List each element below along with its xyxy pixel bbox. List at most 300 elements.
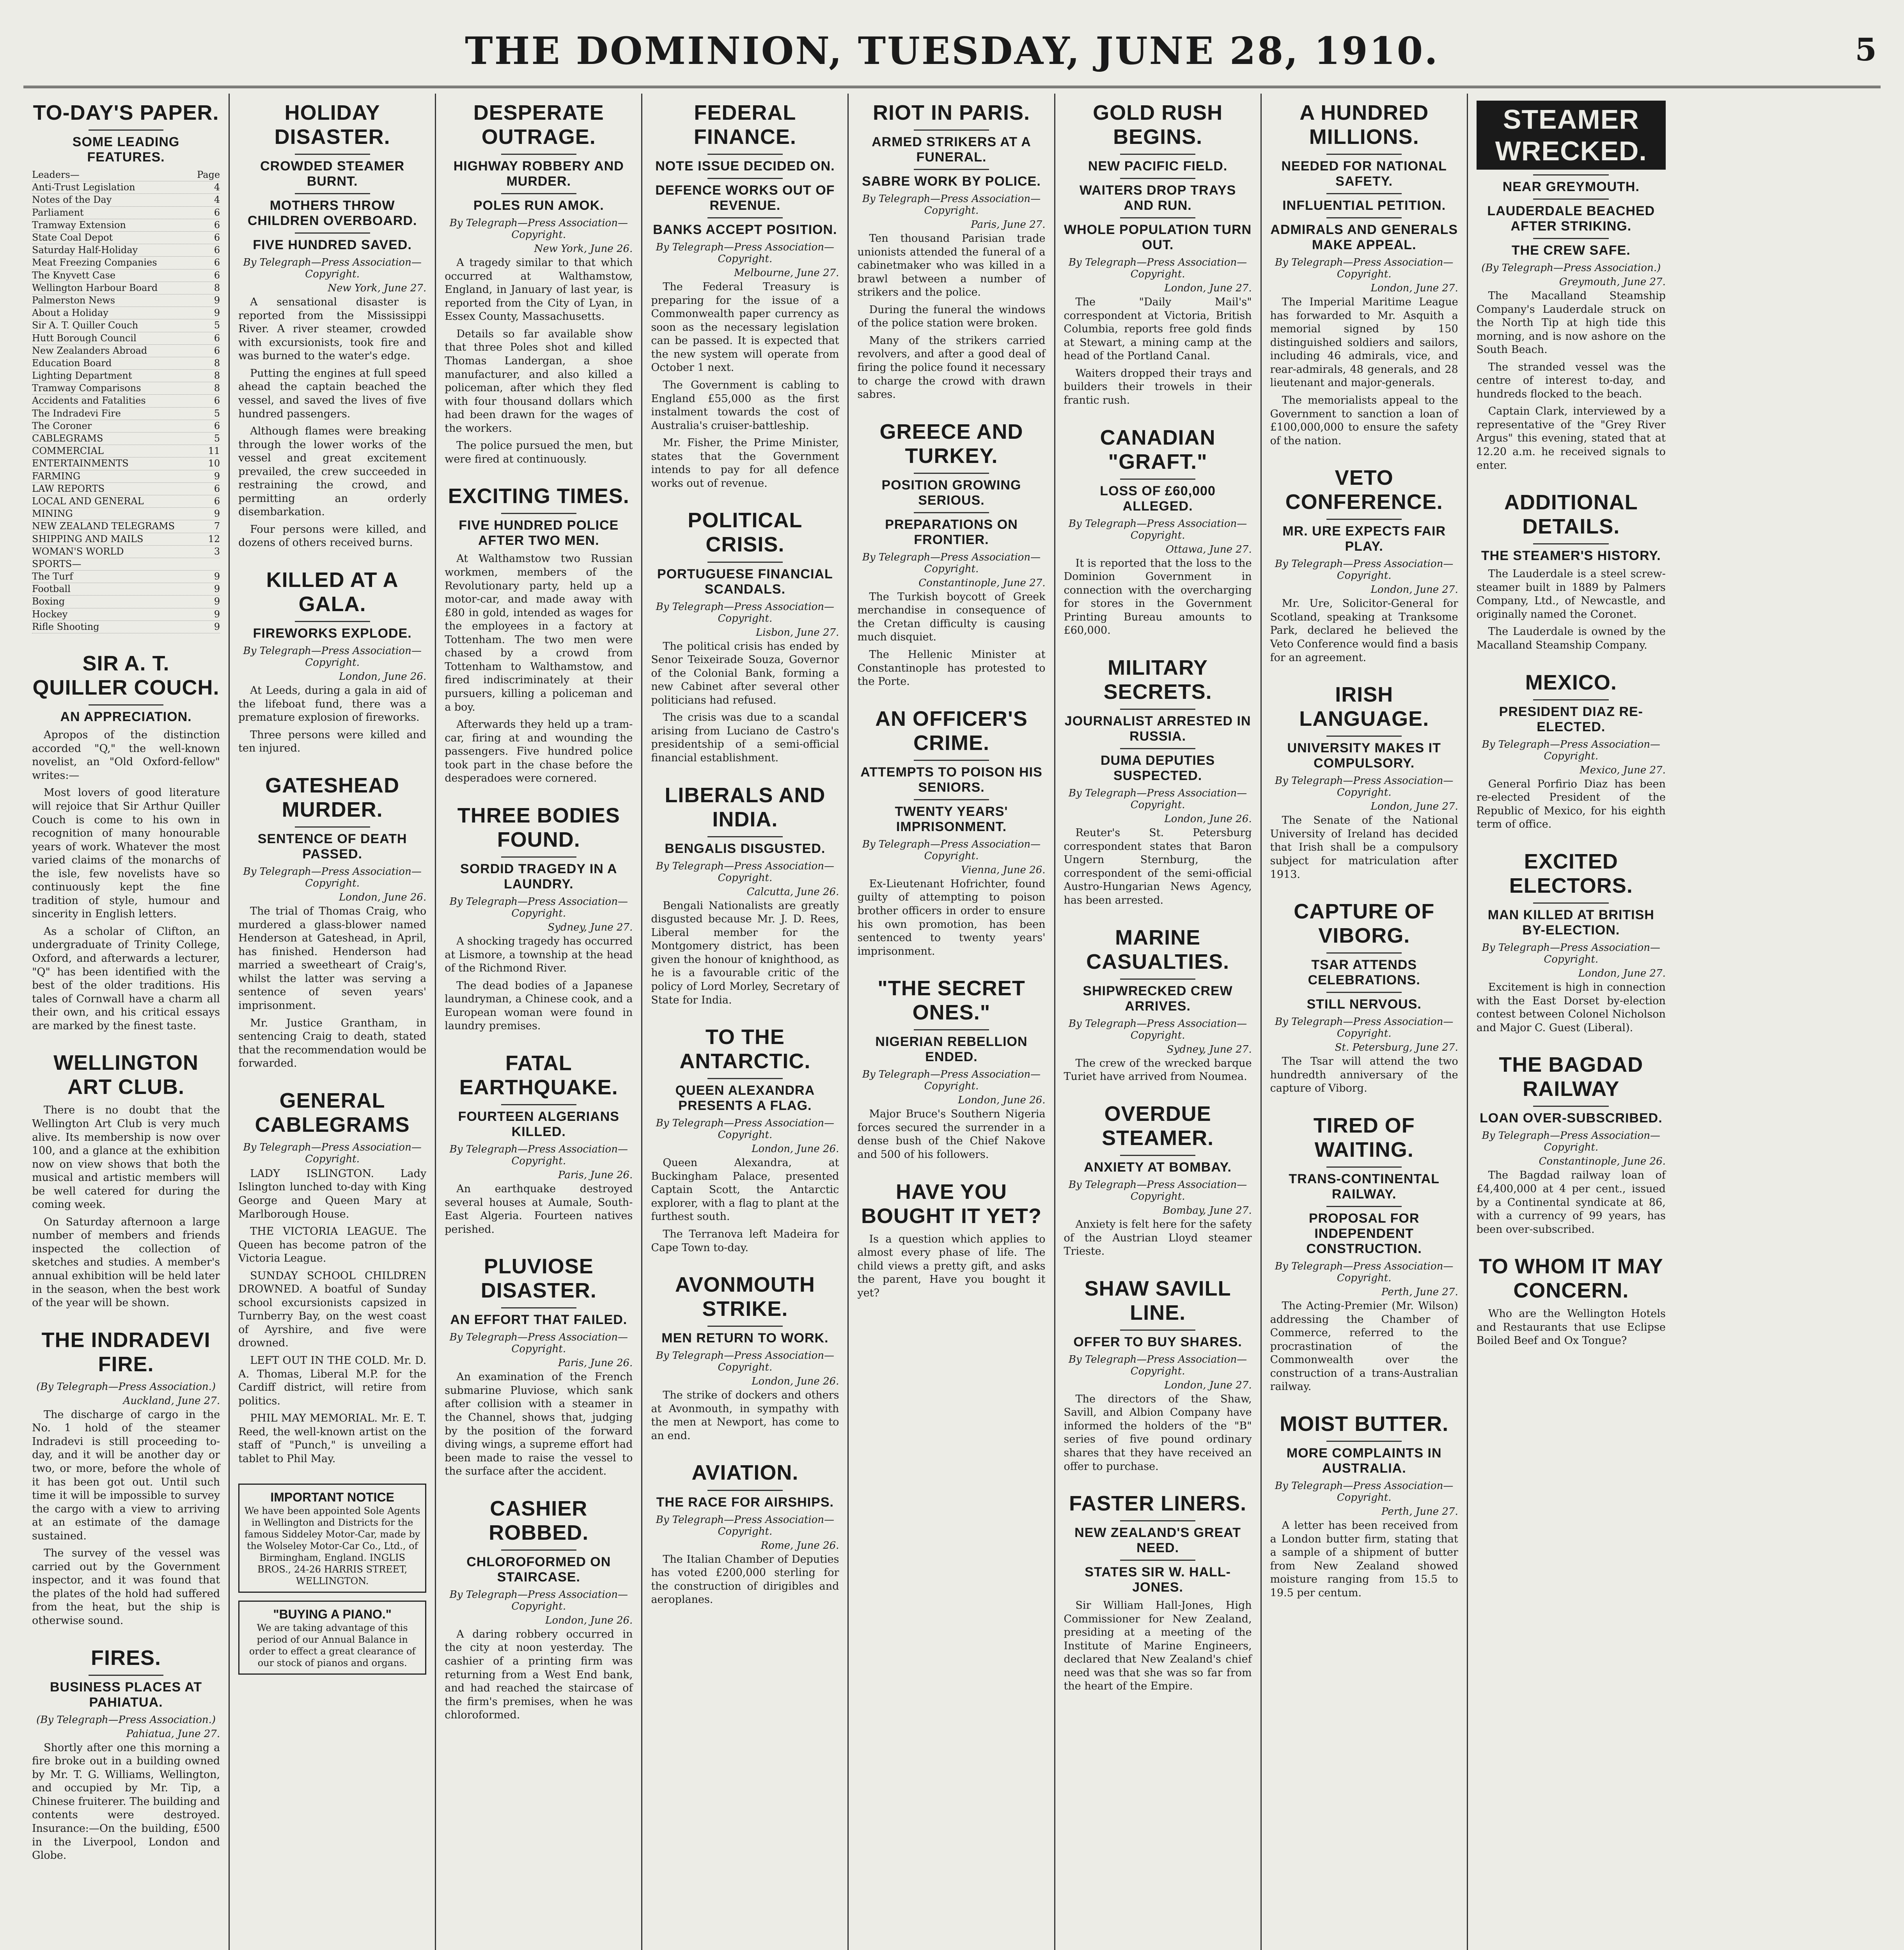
rule-divider [89, 129, 164, 131]
place-date: Greymouth, June 27. [1559, 276, 1666, 288]
rule-divider [707, 217, 783, 218]
index-label: CABLEGRAMS [32, 433, 103, 444]
place-date: Bombay, June 27. [1163, 1204, 1252, 1216]
index-row [32, 232, 220, 244]
index-label: WOMAN'S WORLD [32, 546, 124, 557]
article [857, 707, 1045, 958]
index-row [32, 169, 220, 181]
body-paragraph: A letter has been received from a London butter firm, stating that a sample of a shipment of butter from New Zealand showed moisture ranging from 15.5 to 19.5 per centum. [1270, 1519, 1458, 1599]
body-paragraph: Sir William Hall-Jones, High Commissioner for New Zealand, presiding at a meeting of the Institute of Marine Engineers, declared that New Zealand's chief need was that she was so far from the heart of the Empire. [1064, 1599, 1252, 1693]
dateline: By Telegraph—Press Association—Copyright. [1068, 1353, 1247, 1377]
subheadline: DEFENCE WORKS OUT OF REVENUE. [655, 183, 835, 213]
rule-divider [1120, 979, 1195, 980]
body-paragraph: An examination of the French submarine Pluviose, which sank after collision with a steamer in the Channel, shows that, judging by the position of the forward diving wings, a supreme effort had been made to raise the vessel to the surface after the accident. [445, 1371, 633, 1478]
rule-divider [1326, 1166, 1402, 1168]
index-row [32, 181, 220, 194]
index-row [32, 357, 220, 370]
place-date: Mexico, June 27. [1580, 764, 1666, 776]
index-row [32, 382, 220, 395]
index-row [32, 332, 220, 345]
index-label: Saturday Half-Holiday [32, 245, 138, 256]
body-paragraph: The Government is cabling to England £55,000 as the first instalment towards the cost of Australia's cruiser-battleship. [651, 379, 839, 432]
rule-divider [914, 1029, 989, 1030]
dateline: By Telegraph—Press Association—Copyright. [862, 551, 1041, 575]
article [651, 1273, 839, 1443]
dateline: By Telegraph—Press Association—Copyright. [656, 601, 835, 624]
rule-divider [707, 178, 783, 179]
subheadline: SENTENCE OF DEATH PASSED. [257, 831, 407, 862]
headline: FIRES. [91, 1646, 161, 1670]
subheadline: BANKS ACCEPT POSITION. [653, 222, 837, 238]
subheadline: NEW ZEALAND'S GREAT NEED. [1074, 1525, 1241, 1556]
subheadline: ADMIRALS AND GENERALS MAKE APPEAL. [1270, 222, 1458, 253]
rule-divider [914, 799, 989, 800]
subheadline: JOURNALIST ARRESTED IN RUSSIA. [1064, 714, 1251, 744]
rule-divider [295, 154, 370, 155]
rule-divider [1533, 1106, 1609, 1107]
rule-divider [501, 1549, 576, 1551]
headline: TIRED OF WAITING. [1313, 1113, 1415, 1161]
subheadline: NOTE ISSUE DECIDED ON. [655, 159, 835, 174]
rule-divider [295, 826, 370, 828]
subheadline: WHOLE POPULATION TURN OUT. [1064, 222, 1252, 253]
article [445, 1496, 633, 1722]
index-row [32, 294, 220, 307]
article [857, 976, 1045, 1161]
subheadline: NEEDED FOR NATIONAL SAFETY. [1281, 159, 1447, 189]
subheadline: CROWDED STEAMER BURNT. [260, 159, 405, 189]
dateline: By Telegraph—Press Association—Copyright. [1482, 738, 1660, 762]
article [1477, 1053, 1666, 1236]
index-label: The Knyvett Case [32, 269, 116, 281]
article [857, 101, 1045, 402]
place-date: Sydney, June 27. [548, 921, 633, 933]
article [238, 568, 426, 755]
article [1270, 1113, 1458, 1394]
subheadline: DUMA DEPUTIES SUSPECTED. [1101, 753, 1215, 784]
dateline: By Telegraph—Press Association—Copyright. [656, 241, 835, 265]
headline: SIR A. T. QUILLER COUCH. [32, 652, 220, 700]
dateline: By Telegraph—Press Association—Copyright. [1275, 775, 1454, 799]
subheadline: FIVE HUNDRED SAVED. [253, 238, 412, 253]
place-date: Perth, June 27. [1381, 1505, 1458, 1517]
body-paragraph: A shocking tragedy has occurred at Lismore, a township at the head of the Richmond River. [445, 935, 633, 975]
place-date: London, June 27. [1370, 801, 1458, 813]
body-paragraph: General Porfirio Diaz has been re-elected President of the Republic of Mexico, for his eighth term of office. [1476, 778, 1666, 831]
place-date: London, June 27. [1578, 968, 1666, 980]
index-label: Accidents and Fatalities [32, 395, 146, 406]
rule-divider [295, 621, 370, 622]
subheadline: TRANS-CONTINENTAL RAILWAY. [1289, 1172, 1440, 1202]
dateline: By Telegraph—Press Association—Copyright. [243, 645, 422, 669]
rule-divider [1120, 709, 1195, 710]
article [445, 1254, 633, 1478]
subheadline: PRESIDENT DIAZ RE-ELECTED. [1499, 704, 1643, 734]
index-page: 11 [208, 445, 220, 457]
index-label: About a Holiday [32, 307, 108, 319]
index-row [32, 345, 220, 357]
body-paragraph: A sensational disaster is reported from the Mississippi River. A river steamer, crowded with excursionists, took fire and was burned to the water's edge. [238, 296, 427, 362]
place-date: Paris, June 27. [971, 219, 1046, 231]
headline: CANADIAN "GRAFT." [1100, 425, 1216, 473]
rule-divider [1326, 1206, 1402, 1207]
headline: THREE BODIES FOUND. [457, 803, 620, 851]
headline: WELLINGTON ART CLUB. [53, 1051, 199, 1099]
headline: AN OFFICER'S CRIME. [875, 707, 1028, 755]
subheadline: PROPOSAL FOR INDEPENDENT CONSTRUCTION. [1306, 1211, 1422, 1257]
body-paragraph: Is a question which applies to almost every phase of life. The child views a pretty gift, and asks the parent, Have you bought it yet? [857, 1233, 1046, 1299]
index-row [32, 370, 220, 382]
article [32, 1328, 220, 1628]
article [1064, 656, 1252, 907]
dateline: By Telegraph—Press Association—Copyright. [1482, 942, 1660, 966]
body-paragraph: LEFT OUT IN THE COLD. Mr. D. A. Thomas, Liberal M.P. for the Cardiff district, will retire from politics. [238, 1354, 427, 1407]
body-paragraph: Captain Clark, interviewed by a representative of the "Grey River Argus" this evening, stated that at 12.20 a.m. he received signals to enter. [1476, 405, 1666, 472]
body-paragraph: Putting the engines at full speed ahead the captain beached the vessel, and saved the lives of five hundred passengers. [238, 367, 427, 420]
body-paragraph: A tragedy similar to that which occurred at Walthamstow, England, in January of last year, is reported from the City of Lyan, in Essex County, Massachusetts. [445, 257, 633, 323]
article [857, 1180, 1045, 1300]
body-paragraph: Queen Alexandra, at Buckingham Palace, presented Captain Scott, the Antarctic explorer, with a flag to plant at the furthest south. [651, 1157, 839, 1223]
dateline: By Telegraph—Press Association—Copyright. [243, 1141, 422, 1165]
rule-divider [1533, 199, 1609, 200]
headline: MOIST BUTTER. [1280, 1412, 1449, 1436]
rule-divider [1120, 1155, 1195, 1156]
body-paragraph: The Turkish boycott of Greek merchandise in consequence of the Cretan difficulty is causing much disquiet. [857, 590, 1046, 644]
index-page: 6 [214, 257, 220, 268]
index-row [32, 621, 220, 633]
article [857, 420, 1045, 689]
index-label: Rifle Shooting [32, 621, 99, 632]
page-number: 5 [1855, 31, 1877, 68]
rule-divider [89, 704, 164, 706]
rule-divider [707, 1490, 783, 1491]
body-paragraph: Apropos of the distinction accorded "Q," the well-known novelist, an "Old Oxford-fellow" writes:— [32, 729, 220, 782]
article [1477, 490, 1666, 652]
body-paragraph: The trial of Thomas Craig, who murdered a glass-blower named Henderson at Gateshead, in April, has finished. Henderson had married a sweetheart of Craig's, whilst the latter was serving a sentence of seven years' imprisonment. [238, 905, 427, 1012]
index-page: 6 [214, 219, 220, 230]
dateline: (By Telegraph—Press Association.) [1481, 262, 1661, 274]
subheadline: QUEEN ALEXANDRA PRESENTS A FLAG. [675, 1083, 815, 1113]
article [1064, 925, 1252, 1084]
rule-divider [1533, 174, 1609, 176]
rule-divider [1533, 902, 1609, 904]
body-paragraph: The memorialists appeal to the Government to sanction a loan of £100,000,000 to ensure the safety of the nation. [1270, 394, 1458, 447]
headline: MILITARY SECRETS. [1103, 656, 1212, 704]
body-paragraph: The Macalland Steamship Company's Lauderdale struck on the North Tip at high tide this morning, and is now ashore on the South Beach. [1476, 290, 1666, 356]
dateline: By Telegraph—Press Association—Copyright. [1068, 518, 1247, 541]
article [445, 803, 633, 1033]
subheadline: POSITION GROWING SERIOUS. [881, 477, 1021, 508]
subheadline: WAITERS DROP TRAYS AND RUN. [1079, 183, 1236, 213]
advertisement [238, 1484, 426, 1593]
article [32, 101, 220, 633]
body-paragraph: THE VICTORIA LEAGUE. The Queen has become patron of the Victoria League. [238, 1225, 427, 1265]
rule-divider [1120, 479, 1195, 480]
index-page: 9 [214, 571, 220, 582]
rule-divider [1120, 154, 1195, 155]
article [1270, 466, 1458, 665]
subheadline: SORDID TRAGEDY IN A LAUNDRY. [460, 861, 617, 892]
rule-divider [1326, 992, 1402, 993]
index-page: 6 [214, 207, 220, 218]
index-label: Leaders— [32, 169, 80, 181]
rule-divider [1120, 217, 1195, 218]
dateline: By Telegraph—Press Association—Copyright. [862, 838, 1041, 862]
index-page: 9 [214, 621, 220, 632]
subheadline: LOSS OF £60,000 ALLEGED. [1100, 483, 1216, 514]
headline: DESPERATE OUTRAGE. [473, 101, 604, 149]
place-date: Perth, June 27. [1381, 1286, 1458, 1298]
body-paragraph: The Tsar will attend the two hundredth anniversary of the capture of Viborg. [1270, 1055, 1458, 1095]
headline: EXCITED ELECTORS. [1509, 849, 1633, 897]
subheadline: PREPARATIONS ON FRONTIER. [885, 517, 1018, 547]
index-row [32, 269, 220, 282]
index-row [32, 433, 220, 445]
rule-divider [1326, 736, 1402, 737]
index-label: MINING [32, 508, 73, 519]
article [445, 101, 633, 466]
dateline: By Telegraph—Press Association—Copyright. [1275, 1016, 1454, 1040]
body-paragraph: The crisis was due to a scandal arising from Luciano de Castro's presidentship of a semi-official financial establishment. [651, 711, 839, 764]
index-page: 6 [214, 269, 220, 281]
body-paragraph: The Imperial Maritime League has forwarded to Mr. Asquith a memorial signed by 150 distinguished soldiers and sailors, including 46 admirals, vice, and rear-admirals, 48 generals, and 28 lieutenant and major-generals. [1270, 296, 1458, 389]
headline: TO-DAY'S PAPER. [33, 101, 219, 124]
subheadline: NEW PACIFIC FIELD. [1088, 159, 1228, 174]
index-label: The Indradevi Fire [32, 408, 121, 419]
index-page: 6 [214, 232, 220, 243]
index-label: Lighting Department [32, 370, 132, 381]
rule-divider [1326, 519, 1402, 520]
column [642, 94, 849, 1950]
advert-title: "BUYING A PIANO." [273, 1607, 392, 1622]
article [1477, 101, 1666, 472]
place-date: Vienna, June 26. [961, 864, 1046, 876]
body-paragraph: The Bagdad railway loan of £4,400,000 at 4 per cent., issued by a Continental syndicate at 86, with a currency of 99 years, has been over-subscribed. [1476, 1169, 1666, 1236]
index-row [32, 445, 220, 457]
index-page: 6 [214, 495, 220, 507]
index-page: 8 [214, 370, 220, 381]
column [1262, 94, 1468, 1950]
index-page: 9 [214, 596, 220, 607]
contents-index [32, 169, 220, 633]
body-paragraph: The political crisis has ended by Senor Teixeirade Souza, Governor of the Colonial Bank, forming a new Cabinet after several other politicians had refused. [651, 640, 839, 706]
index-row [32, 319, 220, 332]
body-paragraph: Four persons were killed, and dozens of others received burns. [238, 523, 427, 549]
subheadline: AN APPRECIATION. [60, 709, 192, 725]
index-label: ENTERTAINMENTS [32, 458, 129, 469]
index-page: 5 [214, 320, 220, 331]
body-paragraph: The stranded vessel was the centre of interest to-day, and hundreds flocked to the beach. [1476, 361, 1666, 400]
index-page: 9 [214, 470, 220, 482]
index-page: 4 [214, 194, 220, 206]
index-row [32, 244, 220, 257]
subheadline: ATTEMPTS TO POISON HIS SENIORS. [860, 764, 1042, 795]
body-paragraph: The Hellenic Minister at Constantinople has protested to the Porte. [857, 649, 1046, 688]
headline: MARINE CASUALTIES. [1086, 925, 1230, 973]
index-page: 9 [214, 608, 220, 620]
article [1477, 670, 1666, 831]
body-paragraph: The Lauderdale is a steel screw-steamer built in 1889 by Palmers Company, Ltd., of Newcastle, and originally named the Coronet. [1476, 568, 1666, 620]
subheadline: BUSINESS PLACES AT PAHIATUA. [50, 1679, 202, 1710]
place-date: London, June 27. [1164, 1379, 1252, 1391]
index-label: Tramway Comparisons [32, 383, 141, 394]
article [445, 484, 633, 785]
index-row [32, 571, 220, 583]
rule-divider [707, 562, 783, 563]
index-page: 6 [214, 483, 220, 494]
index-label: State Coal Depot [32, 232, 113, 243]
body-paragraph: The Federal Treasury is preparing for the issue of a Commonwealth paper currency as soon as the necessary legislation can be passed. It is expected that the new system will operate from October 1 next. [651, 281, 839, 374]
rule-divider [501, 1104, 576, 1105]
rule-divider [914, 760, 989, 761]
headline: SHAW SAVILL LINE. [1084, 1276, 1231, 1324]
article [445, 1051, 633, 1236]
rule-divider [1326, 952, 1402, 954]
subheadline: NIGERIAN REBELLION ENDED. [875, 1034, 1028, 1065]
place-date: Paris, June 26. [558, 1357, 633, 1369]
index-row [32, 194, 220, 206]
index-row [32, 558, 220, 571]
index-label: SPORTS— [32, 558, 82, 569]
headline: FATAL EARTHQUAKE. [459, 1051, 618, 1099]
index-label: New Zealanders Abroad [32, 345, 147, 356]
body-paragraph: The Lauderdale is owned by the Macalland Steamship Company. [1476, 626, 1666, 652]
index-page [216, 558, 220, 570]
dateline: By Telegraph—Press Association—Copyright. [1482, 1130, 1660, 1154]
article [651, 508, 839, 765]
dateline: By Telegraph—Press Association—Copyright. [1275, 1260, 1454, 1284]
rule-divider [1326, 1441, 1402, 1442]
index-page: 4 [214, 182, 220, 193]
subheadline: LOAN OVER-SUBSCRIBED. [1479, 1111, 1663, 1126]
dateline: By Telegraph—Press Association—Copyright. [243, 257, 422, 280]
advert-text: We have been appointed Sole Agents in Wellington and Districts for the famous Siddeley Motor-Car, made by the Wolseley Motor-Car Co., Ltd., of Birmingham, England. INGLIS BROS., 24-26 HARRIS STREET, WELLINGTON. [244, 1505, 420, 1587]
article [32, 651, 220, 1033]
rule-divider [1326, 217, 1402, 218]
dateline: By Telegraph—Press Association—Copyright. [1068, 1018, 1247, 1041]
headline: THE BAGDAD RAILWAY [1499, 1053, 1643, 1101]
body-paragraph: The Senate of the National University of Ireland has decided that Irish shall be a compulsory subject for matriculation after 1913. [1270, 814, 1458, 881]
subheadline: CHLOROFORMED ON STAIRCASE. [466, 1554, 611, 1585]
body-paragraph: Mr. Ure, Solicitor-General for Scotland, speaking at Tranksome Park, declared he believed the Veto Conference would find a basis for an agreement. [1270, 597, 1458, 664]
subheadline: ARMED STRIKERS AT A FUNERAL. [872, 135, 1031, 165]
index-row [32, 495, 220, 508]
place-date: London, June 26. [752, 1143, 839, 1155]
rule-divider [914, 129, 989, 131]
dateline: (By Telegraph—Press Association.) [36, 1381, 216, 1393]
dateline: By Telegraph—Press Association—Copyright. [449, 895, 628, 919]
body-paragraph: It is reported that the loss to the Dominion Government in connection with the overcharging for stores in the Government Printing Bureau amounts to £60,000. [1064, 557, 1252, 637]
dateline: By Telegraph—Press Association—Copyright. [1068, 787, 1247, 811]
place-date: London, June 26. [339, 671, 427, 683]
index-label: COMMERCIAL [32, 445, 104, 457]
subheadline: PORTUGUESE FINANCIAL SCANDALS. [657, 566, 833, 597]
index-page: 9 [214, 508, 220, 519]
place-date: Ottawa, June 27. [1165, 543, 1252, 555]
place-date: Constantinople, June 26. [1539, 1156, 1666, 1168]
headline: TO WHOM IT MAY CONCERN. [1479, 1255, 1663, 1303]
dateline: By Telegraph—Press Association—Copyright. [1275, 257, 1454, 280]
headline: HAVE YOU BOUGHT IT YET? [861, 1180, 1042, 1228]
column [436, 94, 642, 1950]
headline: GATESHEAD MURDER. [265, 773, 400, 822]
index-label: Notes of the Day [32, 194, 112, 206]
masthead [23, 16, 1881, 88]
article [1064, 1491, 1252, 1693]
article [1064, 1276, 1252, 1473]
place-date: London, June 27. [1164, 282, 1252, 294]
index-page: 6 [214, 395, 220, 406]
index-label: The Coroner [32, 420, 92, 431]
headline: MEXICO. [1525, 670, 1617, 694]
subheadline: SOME LEADING FEATURES. [72, 135, 180, 165]
body-paragraph: Most lovers of good literature will rejoice that Sir Arthur Quiller Couch is come to his own in recognition of many honourable years of work. Whatever the most varied claims of the monarchs of the isle, few novelists have so continuously kept the fine tradition of style, humour and sincerity in English letters. [32, 787, 220, 920]
index-label: Palmerston News [32, 294, 115, 306]
dateline: By Telegraph—Press Association—Copyright. [449, 1143, 628, 1167]
article [1477, 1254, 1666, 1348]
subheadline: AN EFFORT THAT FAILED. [450, 1312, 628, 1328]
rule-divider [501, 513, 576, 514]
dateline: By Telegraph—Press Association—Copyright. [449, 1588, 628, 1612]
subheadline: MEN RETURN TO WORK. [661, 1331, 829, 1346]
body-paragraph: Shortly after one this morning a fire broke out in a building owned by Mr. T. G. Williams, Wellington, and occupied by Mr. Tip, a Chinese fruiterer. The building and contents were destroyed. Insurance:—On the building, £500 in the Liverpool, London and Globe. [32, 1741, 220, 1862]
body-paragraph: Waiters dropped their trays and builders their trowels in their frantic rush. [1064, 367, 1252, 407]
column [230, 94, 436, 1950]
index-label: Sir A. T. Quiller Couch [32, 320, 138, 331]
index-row [32, 219, 220, 232]
rule-divider [501, 193, 576, 194]
index-row [32, 583, 220, 596]
index-row [32, 207, 220, 219]
subheadline: FIREWORKS EXPLODE. [253, 626, 412, 641]
index-label: NEW ZEALAND TELEGRAMS [32, 521, 175, 532]
subheadline: UNIVERSITY MAKES IT COMPULSORY. [1287, 741, 1441, 771]
subheadline: TSAR ATTENDS CELEBRATIONS. [1308, 957, 1420, 988]
index-label: The Turf [32, 571, 73, 582]
body-paragraph: At Leeds, during a gala in aid of the lifeboat fund, there was a premature explosion of fireworks. [238, 684, 427, 724]
index-row [32, 533, 220, 546]
subheadline: MAN KILLED AT BRITISH BY-ELECTION. [1487, 908, 1654, 938]
body-paragraph: The dead bodies of a Japanese laundryman, a Chinese cook, and a European woman were found in laundry premises. [445, 979, 633, 1032]
article [1477, 849, 1666, 1035]
headline: AVONMOUTH STRIKE. [675, 1273, 815, 1321]
rule-divider [707, 154, 783, 155]
dateline: By Telegraph—Press Association—Copyright. [862, 1069, 1041, 1092]
body-paragraph: A daring robbery occurred in the city at noon yesterday. The cashier of a printing firm was returning from a West End bank, and had reached the staircase of the firm's premises, when he was chloroformed. [445, 1628, 633, 1721]
rule-divider [501, 1307, 576, 1308]
rule-divider [89, 1675, 164, 1676]
headline: ADDITIONAL DETAILS. [1504, 491, 1638, 539]
rule-divider [1120, 1330, 1195, 1331]
article [1064, 101, 1252, 408]
index-page: 8 [214, 357, 220, 369]
body-paragraph: As a scholar of Clifton, an undergraduate of Trinity College, Oxford, and afterwards a lecturer, "Q" has been identified with the best of the older traditions. His tales of Cornwall have a charm all their own, and his critical essays are marked by the finest taste. [32, 925, 220, 1032]
dateline: By Telegraph—Press Association—Copyright. [862, 193, 1041, 217]
advert-title: IMPORTANT NOTICE [270, 1490, 394, 1505]
index-page: 8 [214, 282, 220, 293]
subheadline: ANXIETY AT BOMBAY. [1084, 1159, 1232, 1175]
index-page: 9 [214, 294, 220, 306]
index-page: 10 [208, 458, 220, 469]
index-page: 6 [214, 345, 220, 356]
index-page: 6 [214, 332, 220, 344]
place-date: London, June 26. [1164, 813, 1252, 825]
index-row [32, 395, 220, 407]
rule-divider [295, 232, 370, 234]
headline: GREECE AND TURKEY. [879, 420, 1023, 468]
headline: CASHIER ROBBED. [489, 1496, 589, 1544]
subheadline: THE STEAMER'S HISTORY. [1481, 548, 1661, 564]
